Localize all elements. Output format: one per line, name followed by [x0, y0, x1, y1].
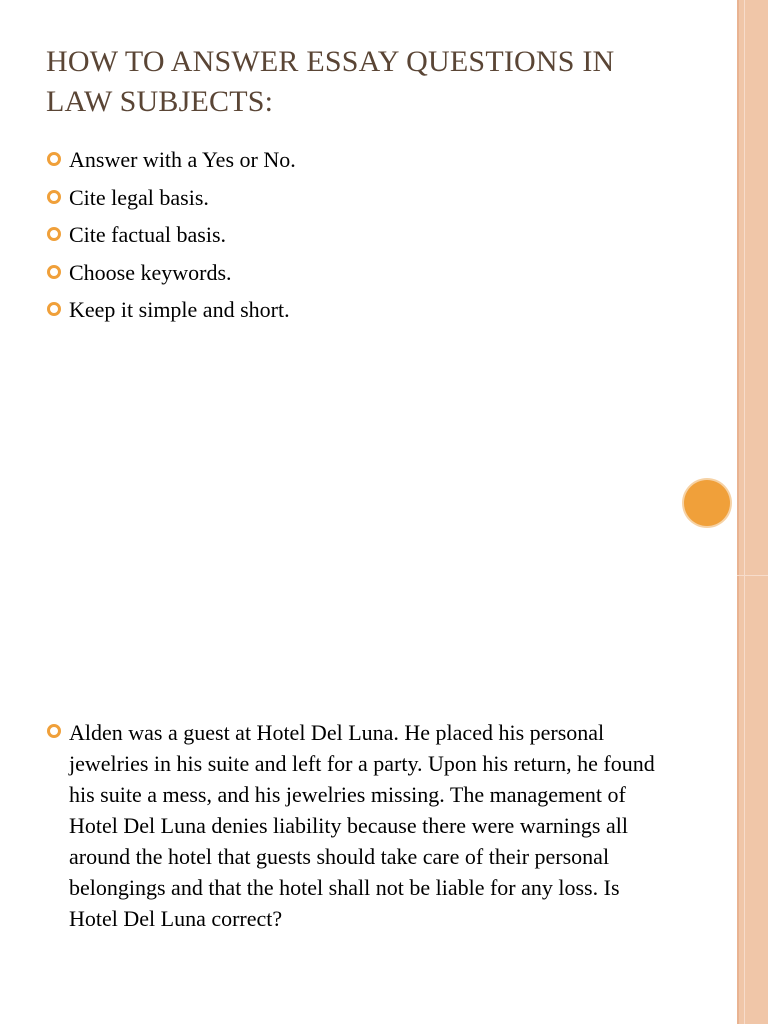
side-stripe-tick — [737, 575, 768, 576]
side-stripe-line — [744, 0, 745, 1024]
bullet-ring-icon — [47, 302, 61, 316]
scenario-item — [46, 717, 666, 934]
slide-title: HOW TO ANSWER ESSAY QUESTIONS IN LAW SUBJECTS: — [46, 45, 615, 118]
list-item — [46, 254, 666, 292]
bullet-text: Answer with a Yes or No. — [69, 147, 296, 172]
list-item — [46, 291, 666, 329]
bullet-text: Cite factual basis. — [69, 222, 227, 247]
bullet-ring-icon — [47, 265, 61, 279]
scenario-text: Alden was a guest at Hotel Del Luna. He placed his personal jewelries in his suite and left for a party. Upon his return, he found his suite a mess, and his jewelries missing. The management of Hotel Del Luna denies liability because there were warnings all around the hotel that guests should take care of their personal belongings and that the hotel shall not be liable for any loss. Is Hotel Del Luna correct? — [69, 720, 655, 931]
decorative-circle — [684, 480, 730, 526]
bullet-text: Keep it simple and short. — [69, 297, 290, 322]
bullet-ring-icon — [47, 190, 61, 204]
list-item — [46, 179, 666, 217]
list-item — [46, 141, 666, 179]
list-item — [46, 216, 666, 254]
bullet-ring-icon — [47, 152, 61, 166]
side-stripe — [737, 0, 768, 1024]
scenario-list — [46, 717, 666, 934]
bullet-ring-icon — [47, 724, 61, 738]
bullet-ring-icon — [47, 227, 61, 241]
bullet-list — [46, 141, 666, 329]
bullet-text: Cite legal basis. — [69, 184, 209, 210]
side-stripe-line — [737, 0, 739, 1024]
bullet-text: Choose keywords. — [69, 259, 232, 285]
